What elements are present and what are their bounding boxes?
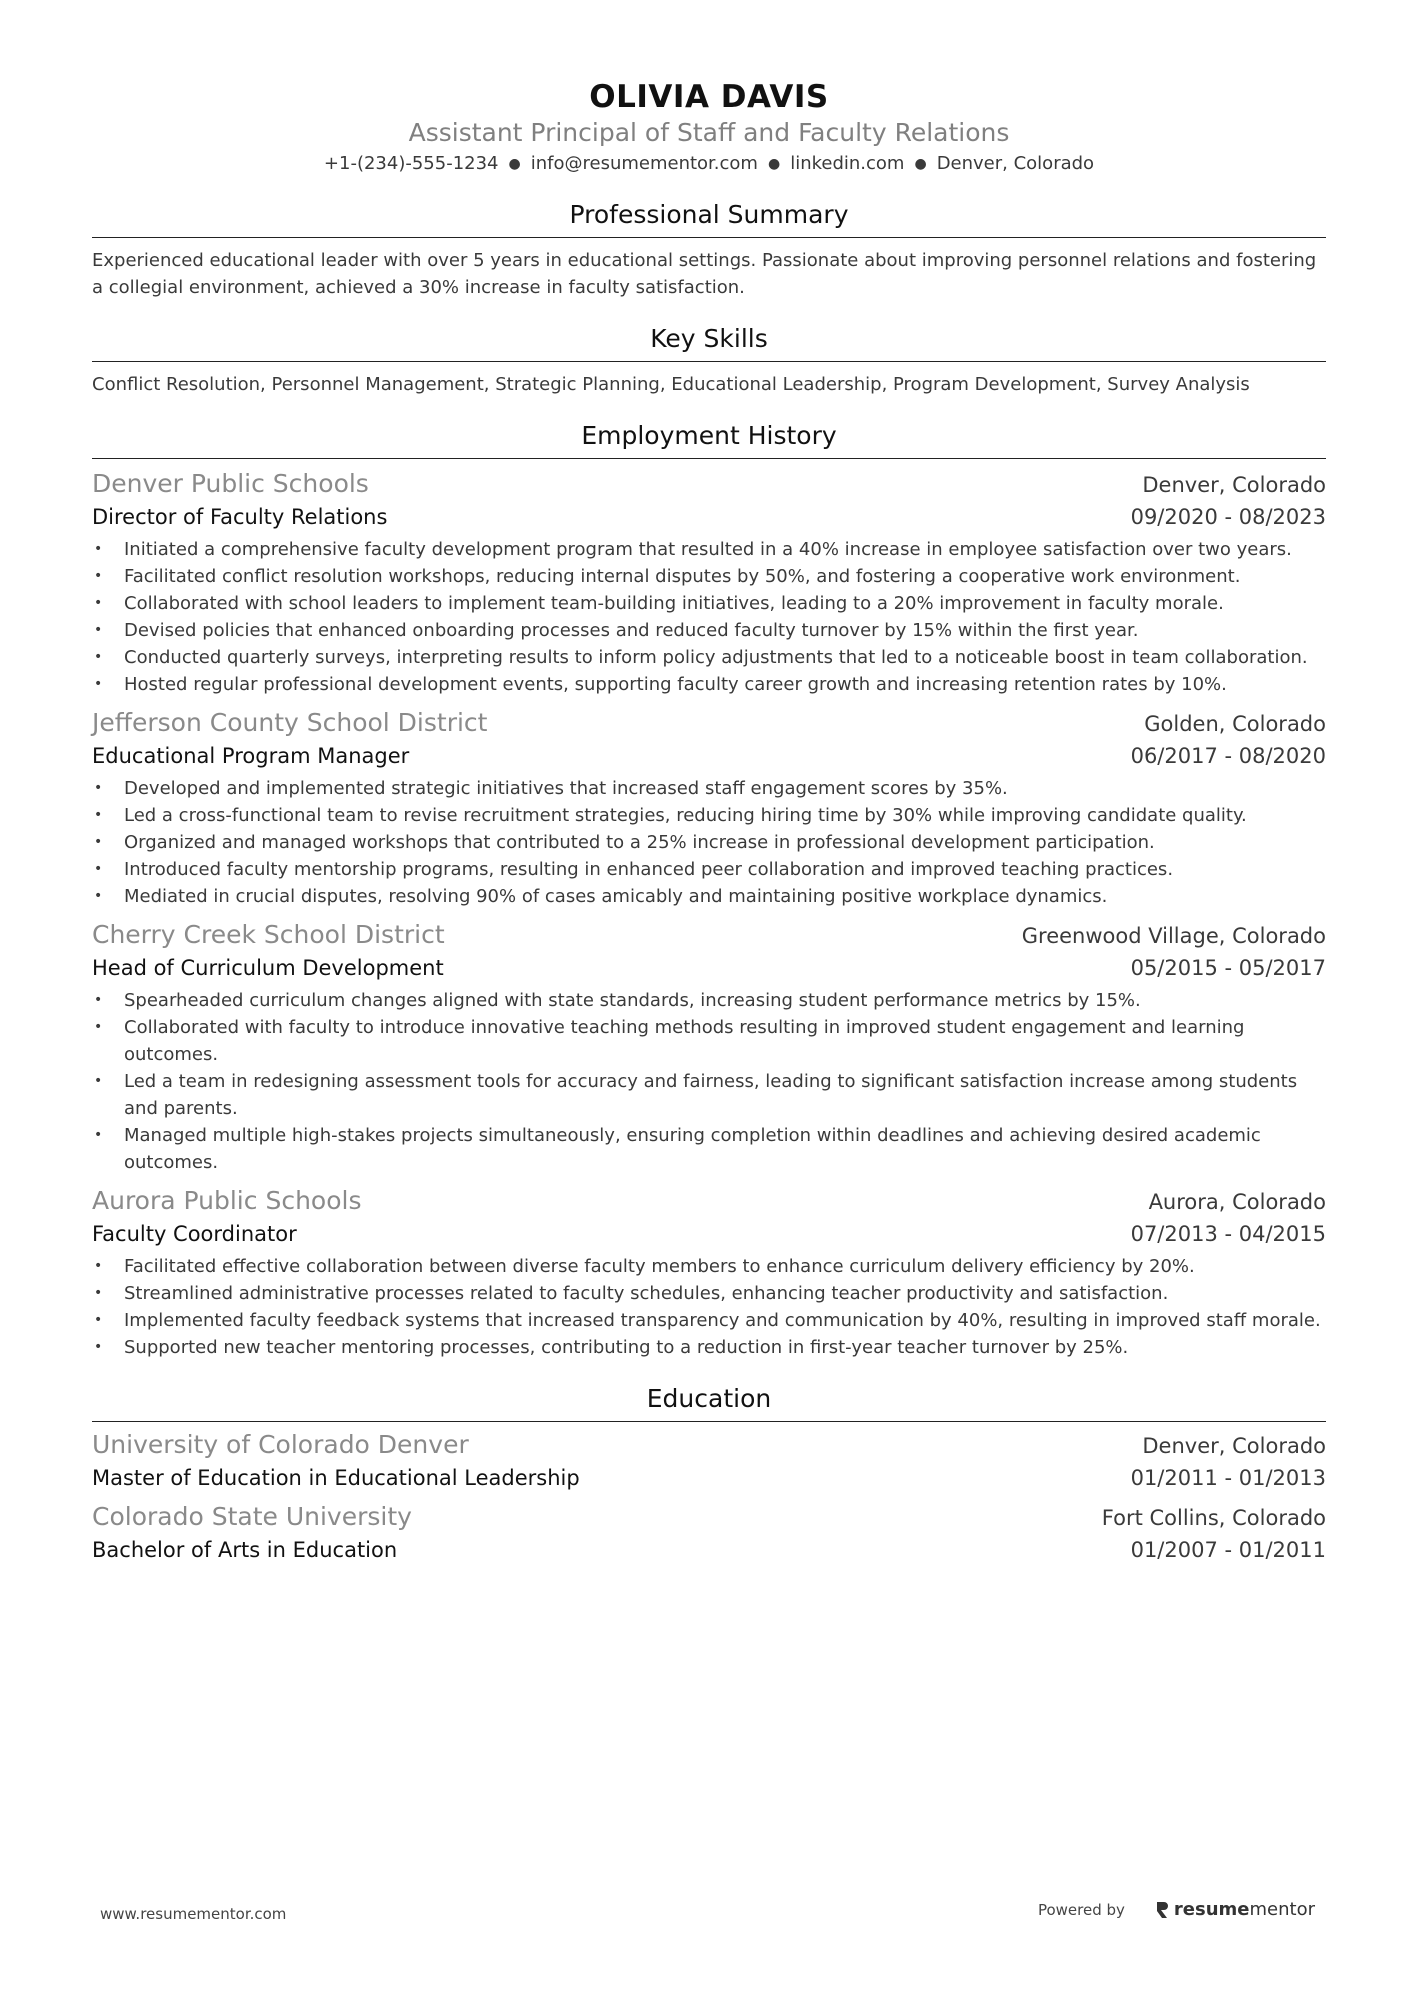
- linkedin-link[interactable]: linkedin.com: [790, 153, 905, 174]
- job-organization: Aurora Public Schools: [92, 1186, 362, 1215]
- section-heading-education: Education: [92, 1383, 1326, 1422]
- powered-by-label: Powered by: [1037, 1900, 1125, 1919]
- location: Denver, Colorado: [936, 153, 1095, 174]
- job-bullet: • Hosted regular professional development events, supporting faculty career growth and increasing retention rates by 10%.: [124, 671, 1326, 698]
- education-list: [92, 1428, 1326, 1566]
- job-dates: 05/2015 - 05/2017: [1130, 956, 1326, 980]
- job-bullet: • Conducted quarterly surveys, interpreting results to inform policy adjustments that led to a noticeable boost in team collaboration.: [124, 644, 1326, 671]
- summary-text: Experienced educational leader with over 5 years in educational settings. Passionate about improving personnel relations and fostering a collegial environment, achieved a 30% increase in faculty satisfaction.: [92, 250, 1317, 298]
- job-organization: Denver Public Schools: [92, 469, 369, 498]
- job-location: Golden, Colorado: [1144, 712, 1326, 736]
- job-bullet: • Developed and implemented strategic initiatives that increased staff engagement scores by 35%.: [124, 775, 1326, 802]
- job-bullet: • Managed multiple high-stakes projects simultaneously, ensuring completion within deadlines and achieving desired academic outcomes.: [124, 1122, 1326, 1176]
- education-school-row: [92, 1428, 1326, 1462]
- section-heading-summary: Professional Summary: [92, 199, 1326, 238]
- job-bullet: • Supported new teacher mentoring processes, contributing to a reduction in first-year teacher turnover by 25%.: [124, 1334, 1326, 1361]
- job-bullets: [92, 1253, 1326, 1361]
- education-entry: [92, 1500, 1326, 1566]
- candidate-name: OLIVIA DAVIS: [589, 79, 829, 115]
- education-degree: Master of Education in Educational Leadership: [92, 1466, 580, 1490]
- job-dates: 07/2013 - 04/2015: [1130, 1222, 1326, 1246]
- job-role-row: [92, 501, 1326, 533]
- bullet-separator: ●: [508, 156, 521, 172]
- job-entry: [92, 467, 1326, 698]
- resume-header: [92, 78, 1326, 177]
- job-entry: [92, 706, 1326, 910]
- job-bullet: • Collaborated with faculty to introduce innovative teaching methods resulting in improved student engagement and learning outcomes.: [124, 1014, 1326, 1068]
- job-bullet: • Facilitated effective collaboration between diverse faculty members to enhance curriculum delivery efficiency by 20%.: [124, 1253, 1326, 1280]
- job-org-row: [92, 467, 1326, 501]
- job-location: Denver, Colorado: [1142, 473, 1326, 497]
- job-org-row: [92, 918, 1326, 952]
- job-org-row: [92, 706, 1326, 740]
- brand-bold: resume: [1173, 1899, 1250, 1920]
- job-bullet: • Led a team in redesigning assessment tools for accuracy and fairness, leading to significant satisfaction increase among students and parents.: [124, 1068, 1326, 1122]
- bullet-separator: ●: [914, 156, 927, 172]
- job-role: Head of Curriculum Development: [92, 956, 444, 980]
- education-location: Fort Collins, Colorado: [1101, 1506, 1326, 1530]
- job-role: Faculty Coordinator: [92, 1222, 297, 1246]
- education-degree: Bachelor of Arts in Education: [92, 1538, 398, 1562]
- job-role-row: [92, 1218, 1326, 1250]
- job-role: Director of Faculty Relations: [92, 505, 388, 529]
- contact-line: [92, 151, 1326, 177]
- job-bullet: • Initiated a comprehensive faculty development program that resulted in a 40% increase in employee satisfaction over two years.: [124, 536, 1326, 563]
- job-bullets: [92, 536, 1326, 698]
- job-bullet: • Introduced faculty mentorship programs, resulting in enhanced peer collaboration and improved teaching practices.: [124, 856, 1326, 883]
- education-entry: [92, 1428, 1326, 1494]
- footer-brand: [1038, 1899, 1315, 1920]
- education-dates: 01/2007 - 01/2011: [1130, 1538, 1326, 1562]
- job-organization: Cherry Creek School District: [92, 920, 445, 949]
- job-bullet: • Mediated in crucial disputes, resolving 90% of cases amicably and maintaining positive workplace dynamics.: [124, 883, 1326, 910]
- skills-text: Conflict Resolution, Personnel Management, Strategic Planning, Educational Leadership, Program Development, Survey Analysis: [92, 374, 1250, 395]
- job-role-row: [92, 740, 1326, 772]
- job-bullet: • Streamlined administrative processes related to faculty schedules, enhancing teacher productivity and satisfaction.: [124, 1280, 1326, 1307]
- education-dates: 01/2011 - 01/2013: [1130, 1466, 1326, 1490]
- job-bullets: [92, 987, 1326, 1176]
- job-organization: Jefferson County School District: [92, 708, 488, 737]
- job-location: Greenwood Village, Colorado: [1021, 924, 1326, 948]
- education-degree-row: [92, 1462, 1326, 1494]
- job-role: Educational Program Manager: [92, 744, 410, 768]
- education-location: Denver, Colorado: [1142, 1434, 1326, 1458]
- job-dates: 06/2017 - 08/2020: [1130, 744, 1326, 768]
- section-heading-employment: Employment History: [92, 420, 1326, 459]
- resume-page: [92, 78, 1326, 1566]
- footer-website[interactable]: www.resumementor.com: [100, 1905, 287, 1923]
- job-bullet: • Spearheaded curriculum changes aligned with state standards, increasing student performance metrics by 15%.: [124, 987, 1326, 1014]
- brand-logo[interactable]: [1155, 1899, 1315, 1920]
- job-bullet: • Led a cross-functional team to revise recruitment strategies, reducing hiring time by 30% while improving candidate quality.: [124, 802, 1326, 829]
- job-bullet: • Implemented faculty feedback systems that increased transparency and communication by 40%, resulting in improved staff morale.: [124, 1307, 1326, 1334]
- job-org-row: [92, 1184, 1326, 1218]
- job-bullet: • Collaborated with school leaders to implement team-building initiatives, leading to a 20% improvement in faculty morale.: [124, 590, 1326, 617]
- section-heading-skills: Key Skills: [92, 323, 1326, 362]
- resumementor-logo-icon: [1155, 1900, 1169, 1920]
- education-school-row: [92, 1500, 1326, 1534]
- job-bullets: [92, 775, 1326, 910]
- education-degree-row: [92, 1534, 1326, 1566]
- job-entry: [92, 1184, 1326, 1361]
- job-entry: [92, 918, 1326, 1176]
- phone: +1-(234)-555-1234: [323, 153, 499, 174]
- job-bullet: • Organized and managed workshops that contributed to a 25% increase in professional development participation.: [124, 829, 1326, 856]
- email-link[interactable]: info@resumementor.com: [530, 153, 758, 174]
- job-bullet: • Devised policies that enhanced onboarding processes and reduced faculty turnover by 15% within the first year.: [124, 617, 1326, 644]
- brand-light: mentor: [1249, 1899, 1315, 1920]
- job-role-row: [92, 952, 1326, 984]
- education-school: University of Colorado Denver: [92, 1430, 469, 1459]
- candidate-title: Assistant Principal of Staff and Faculty Relations: [408, 118, 1010, 147]
- bullet-separator: ●: [767, 156, 781, 172]
- education-school: Colorado State University: [92, 1502, 412, 1531]
- job-bullet: • Facilitated conflict resolution workshops, reducing internal disputes by 50%, and fostering a cooperative work environment.: [124, 563, 1326, 590]
- job-location: Aurora, Colorado: [1148, 1190, 1326, 1214]
- employment-list: [92, 467, 1326, 1361]
- job-dates: 09/2020 - 08/2023: [1130, 505, 1326, 529]
